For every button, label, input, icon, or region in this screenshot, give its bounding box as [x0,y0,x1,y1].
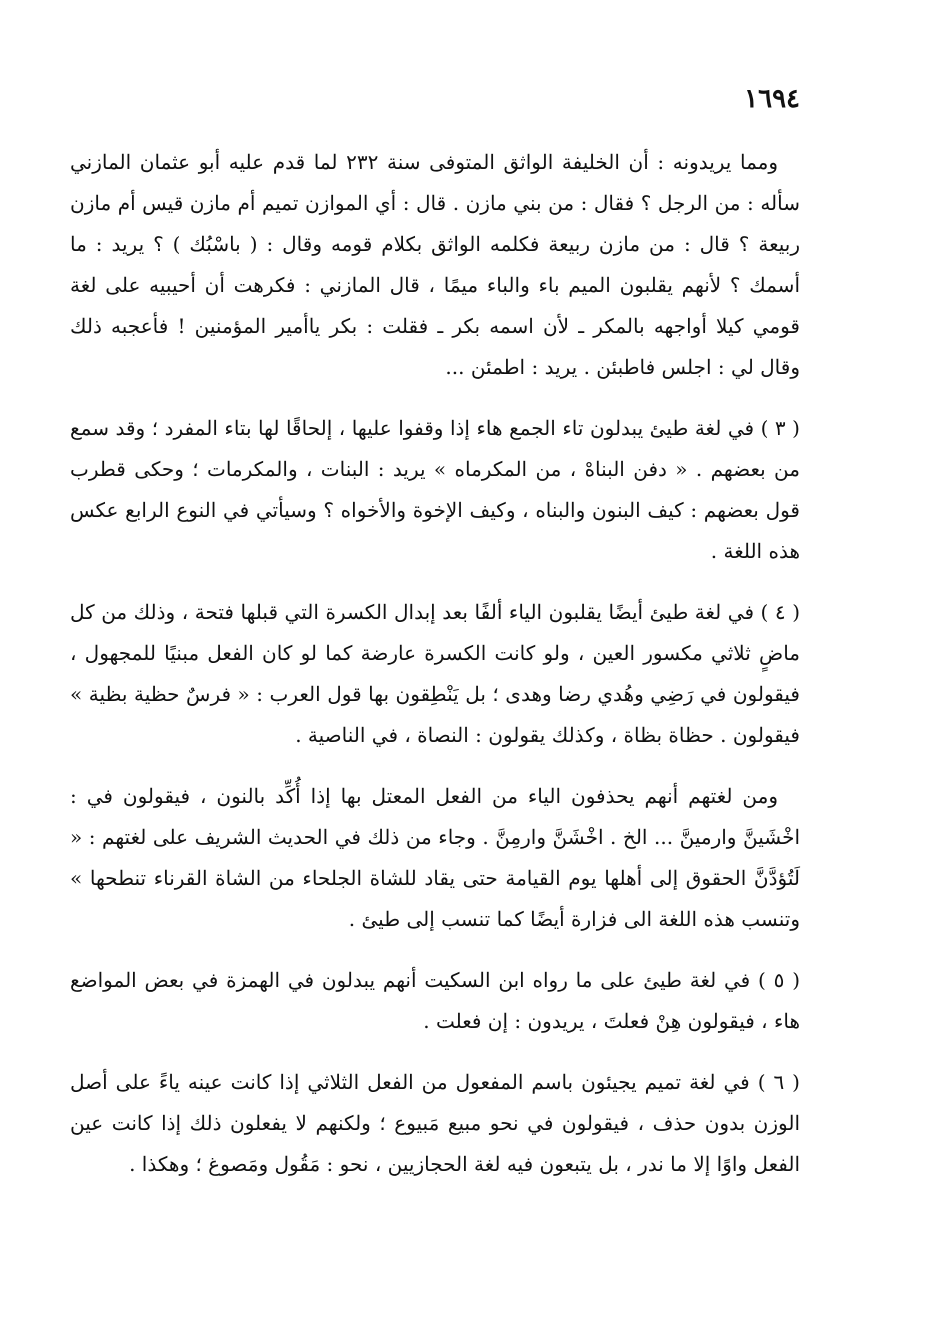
paragraph-tay-nun: ومن لغتهم أنهم يحذفون الياء من الفعل المعتل بها إذا أُكِّد بالنون ، فيقولون في : اخْشَينَّ وارمينَّ ... الخ . اخْشَنَّ وارمِنَّ . وجاء من ذلك في الحديث الشريف على لغتهم : « لَتُؤدَّنَّ الحقوق إلى أهلها يوم القيامة حتى يقاد للشاة الجلحاء من الشاة القرناء تنطحها » وتنسب هذه اللغة الى فزارة أيضًا كما تنسب إلى طيئ . [70,784,800,931]
paragraph-wathiq-story: ومما يريدونه : أن الخليفة الواثق المتوفى سنة ٢٣٢ لما قدم عليه أبو عثمان المازني سأله : من الرجل ؟ فقال : من بني مازن . قال : أي الموازن تميم أم مازن قيس أم مازن ربيعة ؟ قال : من مازن ربيعة فكلمه الواثق بكلام قومه وقال : ( باسْبُك ) ؟ يريد : ما أسمك ؟ لأنهم يقلبون الميم باء والباء ميمًا ، قال المازني : فكرهت أن أحيبيه على لغة قومي كيلا أواجهه بالمكر ـ لأن اسمه بكر ـ فقلت : بكر ياأمير المؤمنين ! فأعجبه ذلك وقال لي : اجلس فاطبئن . يريد : اطمئن ... [70,150,800,379]
document-page [70,70,800,1270]
paragraph-gap [70,1042,800,1062]
paragraph-gap [70,388,800,408]
paragraph-5: ( ٥ ) في لغة طيئ على ما رواه ابن السكيت أنهم يبدلون في الهمزة في بعض المواضع هاء ، فيقولون هِنْ فعلتَ ، يريدون : إن فعلت . [70,968,800,1033]
paragraph-6: ( ٦ ) في لغة تميم يجيئون باسم المفعول من الفعل الثلاثي إذا كانت عينه ياءً على أصل الوزن بدون حذف ، فيقولون في نحو مبيع مَبيوع ؛ ولكنهم لا يفعلون ذلك إذا كانت عين الفعل واوًا إلا ما ندر ، بل يتبعون فيه لغة الحجازيين ، نحو : مَقُول ومَصوغ ؛ وهكذا . [70,1070,800,1176]
page-number: ١٦٩٤ [744,84,800,114]
paragraph-4: ( ٤ ) في لغة طيئ أيضًا يقلبون الياء ألفًا بعد إبدال الكسرة التي قبلها فتحة ، وذلك من كل ماضٍ ثلاثي مكسور العين ، ولو كانت الكسرة عارضة كما لو كان الفعل مبنيًا للمجهول ، فيقولون في رَضِي وهُدي رضا وهدى ؛ بل يَنْطِقون بها قول العرب : « فرسٌ حظية بظية » فيقولون . حظاة بظاة ، وكذلك يقولون : النصاة ، في الناصية . [70,600,800,747]
paragraph-gap [70,756,800,776]
body-text [70,142,800,1185]
paragraph-3: ( ٣ ) في لغة طيئ يبدلون تاء الجمع هاء إذا وقفوا عليها ، إلحاقًا لها بتاء المفرد ؛ وقد سمع من بعضهم . « دفن البناهْ ، من المكرماه » يريد : البنات ، والمكرمات ؛ وحكى قطرب قول بعضهم : كيف البنون والبناه ، وكيف الإخوة والأخواه ؟ وسيأتي في النوع الرابع عكس هذه اللغة . [70,416,800,563]
paragraph-gap [70,572,800,592]
paragraph-gap [70,940,800,960]
